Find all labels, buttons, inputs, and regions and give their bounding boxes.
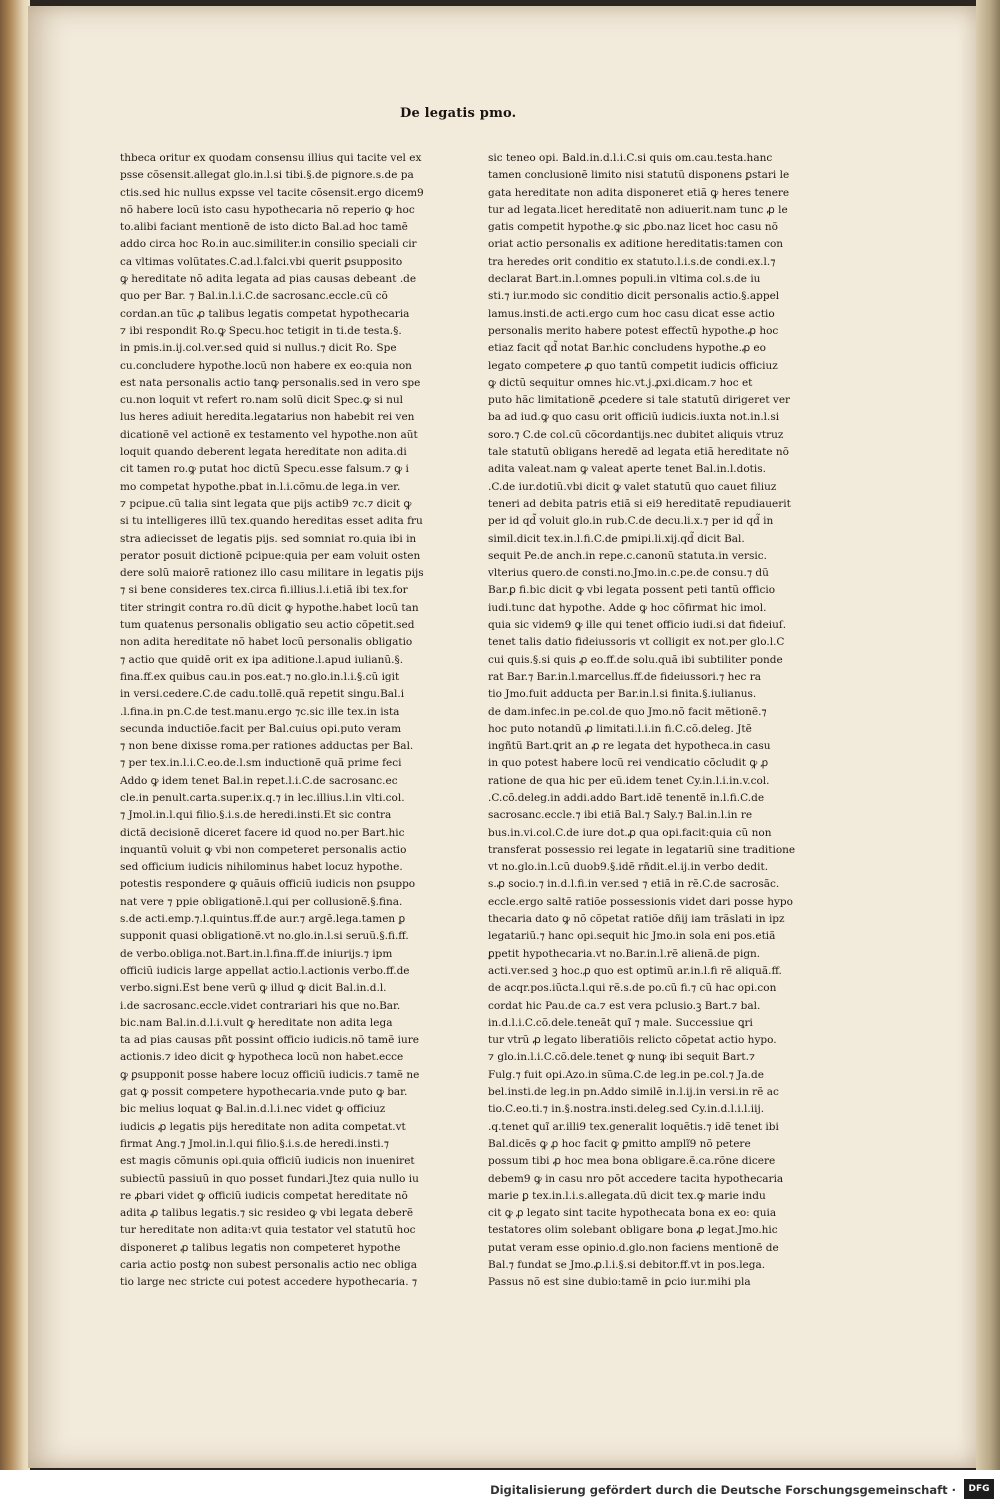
text-line: vt no.glo.in.l.cũ duob9.§.idẽ rñdit.el.ij.in verbo dedit. — [488, 861, 769, 874]
text-line: ꝑpetit hypothecaria.vt no.Bar.in.l.rẽ alienã.de pign. — [488, 947, 761, 960]
text-line: in.d.l.i.C.cõ.dele.teneãt ꝗuĩ ⁊ male. Successiue ꝗri — [488, 1016, 753, 1029]
funding-credit: Digitalisierung gefördert durch die Deutsche Forschungsgemeinschaft · — [490, 1483, 956, 1497]
text-line: sic teneo opi. Bald.in.d.l.i.C.si quis om.cau.testa.hanc — [488, 152, 773, 164]
text-line: gata hereditate non adita disponeret etiã ꝙ heres tenere — [488, 186, 790, 199]
text-line: caria actio postꝙ non subest personalis actio nec obliga — [120, 1259, 418, 1271]
text-line: tum quatenus personalis obligatio seu actio cõpetit.sed — [120, 619, 415, 632]
text-line: perator posuit dictionẽ pcipue:quia per eam voluit osten — [120, 549, 421, 562]
text-line: teneri ad debita patris etiã si ei9 hereditatẽ repudiauerit — [488, 497, 791, 510]
text-line: tale statutũ obligans heredẽ ad legata etiã hereditate nõ — [488, 446, 789, 459]
text-line: legatariũ.⁊ hanc opi.sequit hic Jmo.in sola eni pos.etiã — [488, 930, 776, 943]
text-line: ⁊ actio que quidẽ orit ex ipa aditione.l.apud iulianũ.§. — [120, 653, 404, 666]
text-line: iudicis ꝓ legatis pijs hereditate non adita competat.vt — [120, 1120, 406, 1133]
text-line: est nata personalis actio tanꝙ personalis.sed in vero spe — [120, 376, 421, 389]
text-line: .C.cõ.deleg.in addi.addo Bart.idẽ tenentẽ in.l.fi.C.de — [488, 791, 765, 804]
text-line: ⁊ pcipue.cũ talia sint legata que pijs actib9 ⁊c.⁊ dicit ꝙ — [120, 497, 412, 510]
text-line: potestis respondere ꝙ quãuis officiũ iudicis non ꝑsuppo — [120, 878, 416, 891]
text-line: ⁊ ibi respondit Ro.ꝙ Specu.hoc tetigit in ti.de testa.§. — [120, 324, 402, 337]
text-line: cordat hic Pau.de ca.⁊ est vera pclusio.ꝫ Bart.⁊ bal. — [488, 999, 761, 1012]
text-line: est magis cõmunis opi.quia officiũ iudicis non inueniret — [120, 1155, 415, 1168]
text-line: in versi.cedere.C.de cadu.tollẽ.quã repetit singu.Bal.i — [120, 688, 405, 701]
text-line: cle.in penult.carta.super.ix.q.⁊ in lec.illius.l.in vlti.col. — [120, 791, 405, 804]
text-line: de acqr.pos.iũcta.l.qui rẽ.s.de po.cũ fi.⁊ cũ hac opi.con — [488, 982, 777, 995]
text-line: bic.nam Bal.in.d.l.i.vult ꝙ hereditate non adita lega — [120, 1016, 393, 1029]
text-line: ba ad iud.ꝙ quo casu orit officiũ iudicis.iuxta not.in.l.si — [488, 411, 780, 424]
text-line: Bal.dicẽs ꝙ ꝓ hoc facit ꝙ ꝑmitto amplĩ9 nõ petere — [488, 1137, 751, 1150]
text-line: adita valeat.nam ꝙ valeat aperte tenet Bal.in.l.dotis. — [488, 463, 766, 476]
text-line: lus heres adiuit heredita.legatarius non habebit rei ven — [120, 411, 415, 424]
text-line: s.ꝓ socio.⁊ in.d.l.fi.in ver.sed ⁊ etiã in rẽ.C.de sacrosãc. — [488, 878, 780, 891]
text-line: thecaria dato ꝙ nõ cõpetat ratiõe dñij iam trãslati in ipz — [488, 913, 785, 926]
text-line: eccle.ergo saltẽ ratiõe possessionis videt dari posse hypo — [488, 895, 793, 908]
text-line: putat veram esse opinio.d.glo.non faciens mentionẽ de — [488, 1241, 779, 1254]
text-line: cit ꝙ ꝓ legato sint tacite hypothecata bona ex eo: quia — [488, 1207, 777, 1220]
text-line: de dam.infec.in pe.col.de quo Jmo.nõ facit mẽtionẽ.⁊ — [488, 705, 767, 718]
running-head: De legatis pmo. — [400, 106, 517, 121]
text-line: testatores olim solebant obligare bona ꝓ legat.Jmo.hic — [488, 1224, 778, 1237]
text-line: secunda inductiõe.facit per Bal.cuius opi.puto veram — [120, 722, 402, 735]
text-line: inquantũ voluit ꝙ vbi non competeret personalis actio — [120, 843, 407, 856]
text-line: i.de sacrosanc.eccle.videt contrariari his que no.Bar. — [120, 999, 401, 1012]
text-line: rat Bar.⁊ Bar.in.l.marcellus.ff.de fideiussori.⁊ hec ra — [488, 670, 762, 683]
text-line: vlterius quero.de consti.no.Jmo.in.c.pe.de consu.⁊ dũ — [488, 567, 769, 580]
text-line: tamen conclusionẽ limito nisi statutũ disponens ꝑstari le — [488, 169, 790, 182]
text-line: per id qd̃ voluit glo.in rub.C.de decu.li.x.⁊ per id qd̃ in — [488, 515, 774, 528]
text-line: addo circa hoc Ro.in auc.similiter.in consilio speciali cir — [120, 238, 417, 251]
text-line: nõ habere locũ isto casu hypothecaria nõ reperio ꝙ hoc — [120, 203, 415, 216]
text-line: lamus.insti.de acti.ergo cum hoc casu dicat esse actio — [488, 307, 775, 320]
text-line: ⁊ Jmol.in.l.qui filio.§.i.s.de heredi.insti.Et sic contra — [120, 809, 392, 822]
text-line: in pmis.in.ij.col.ver.sed quid si nullus.⁊ dicit Ro. Spe — [120, 342, 397, 355]
text-line: .l.fina.in pn.C.de test.manu.ergo ⁊c.sic ille tex.in ista — [120, 705, 400, 718]
text-line: oriat actio personalis ex aditione hereditatis:tamen con — [488, 238, 784, 251]
text-line: cu.non loquit vt refert ro.nam solũ dicit Spec.ꝙ si nul — [120, 394, 404, 407]
text-line: dere solũ maiorẽ rationez illo casu militare in legatis pijs — [120, 567, 424, 580]
text-line: tio Jmo.fuit adducta per Bar.in.l.si finita.§.iulianus. — [488, 688, 757, 701]
text-line: ⁊ per tex.in.l.i.C.eo.de.l.sm inductionẽ quã prime feci — [120, 757, 402, 770]
text-line: re ꝓbari videt ꝙ officiũ iudicis competat hereditate nõ — [120, 1189, 408, 1202]
text-line: ca vltimas volũtates.C.ad.l.falci.vbi querit ꝑsupposito — [120, 255, 403, 268]
text-line: bel.insti.de leg.in pn.Addo similẽ in.l.ij.in versi.in rẽ ac — [488, 1086, 779, 1099]
text-line: dictã decisionẽ diceret facere id quod no.per Bart.hic — [120, 826, 405, 839]
text-line: loquit quando deberent legata hereditate non adita.di — [120, 446, 407, 459]
text-line: legato competere ꝓ quo tantũ competit iudicis officiuz — [488, 359, 778, 372]
text-line: ctis.sed hic nullus expsse vel tacite cõsensit.ergo dicem9 — [120, 186, 424, 199]
text-line: simil.dicit tex.in.l.fi.C.de ꝑmipi.li.xij.qd̃ dicit Bal. — [488, 532, 745, 545]
text-line: disponeret ꝓ talibus legatis non competeret hypothe — [120, 1241, 401, 1254]
text-line: ⁊ si bene consideres tex.circa fi.illius.l.i.etiã ibi tex.for — [120, 584, 408, 597]
text-line: cit tamen ro.ꝙ putat hoc dictũ Specu.esse falsum.⁊ ꝙ i — [120, 463, 409, 476]
text-line: quo per Bar. ⁊ Bal.in.l.i.C.de sacrosanc.eccle.cũ cõ — [120, 290, 388, 303]
text-line: stra adiecisset de legatis pijs. sed somniat ro.quia ibi in — [120, 532, 417, 545]
right-text-column — [488, 150, 838, 1292]
text-line: Fulg.⁊ fuit opi.Azo.in sũma.C.de leg.in pe.col.⁊ Ja.de — [488, 1068, 764, 1081]
left-text-column — [120, 150, 460, 1292]
text-line: supponit quasi obligationẽ.vt no.glo.in.l.si seruũ.§.fi.ff. — [120, 930, 409, 943]
text-line: ratione de qua hic per eũ.idem tenet Cy.in.l.i.in.v.col. — [488, 774, 770, 787]
text-line: tur ad legata.licet hereditatẽ non adiuerit.nam tunc ꝓ le — [488, 203, 788, 216]
text-line: iudi.tunc dat hypothe. Adde ꝙ hoc cõfirmat hic imol. — [488, 601, 767, 614]
text-line: sacrosanc.eccle.⁊ ibi etiã Bal.⁊ Saly.⁊ Bal.in.l.in re — [488, 809, 753, 822]
text-line: tenet talis datio fideiussoris vt colligit ex not.per glo.l.C — [488, 636, 785, 649]
text-line: ta ad pias causas pñt possint officio iudicis.nõ tamẽ iure — [120, 1034, 419, 1047]
book-binding — [0, 0, 30, 1470]
text-line: bic melius loquat ꝙ Bal.in.d.l.i.nec videt ꝙ officiuz — [120, 1103, 386, 1116]
text-line: thbeca oritur ex quodam consensu illius qui tacite vel ex — [120, 152, 422, 164]
dfg-logo: DFG — [964, 1479, 994, 1499]
text-line: ingñtũ Bart.ꝗrit an ꝓ re legata det hypotheca.in casu — [488, 740, 771, 753]
text-line: officiũ iudicis large appellat actio.l.actionis verbo.ff.de — [120, 964, 410, 977]
text-line: tio.C.eo.ti.⁊ in.§.nostra.insti.deleg.sed Cy.in.d.l.i.l.iij. — [488, 1103, 765, 1116]
text-line: tur hereditate non adita:vt quia testator vel statutũ hoc — [120, 1224, 416, 1237]
text-line: personalis merito habere potest effectũ hypothe.ꝓ hoc — [488, 324, 779, 337]
text-line: marie ꝑ tex.in.l.i.s.allegata.dũ dicit tex.ꝙ marie indu — [488, 1189, 766, 1202]
text-line: si tu intelligeres illũ tex.quando hereditas esset adita fru — [120, 515, 423, 528]
text-line: cui quis.§.si quis ꝓ eo.ff.de solu.quã ibi subtiliter ponde — [488, 653, 783, 666]
text-line: to.alibi faciant mentionẽ de isto dicto Bal.ad hoc tamẽ — [120, 221, 408, 234]
text-line: psse cõsensit.allegat glo.in.l.si tibi.§.de pignore.s.de pa — [120, 169, 414, 182]
text-line: gat ꝙ possit competere hypothecaria.vnde puto ꝙ bar. — [120, 1086, 408, 1099]
text-line: sed officium iudicis nihilominus habet locuz hypothe. — [120, 861, 403, 874]
text-line: quia sic videm9 ꝙ ille qui tenet officio iudi.si dat fideiuſ. — [488, 619, 787, 632]
text-line: non adita hereditate nõ habet locũ personalis obligatio — [120, 636, 413, 649]
text-line: in quo potest habere locũ rei vendicatio cõcludit ꝙ ꝓ — [488, 757, 769, 770]
text-line: adita ꝓ talibus legatis.⁊ sic resideo ꝙ vbi legata deberẽ — [120, 1207, 414, 1220]
text-line: etiaz facit qd̃ notat Bar.hic concludens hypothe.ꝓ eo — [488, 342, 766, 355]
text-line: titer stringit contra ro.dũ dicit ꝙ hypothe.habet locũ tan — [120, 601, 419, 614]
text-line: Passus nõ est sine dubio:tamẽ in ꝑcio iur.mihi pla — [488, 1276, 751, 1289]
text-line: cordan.an tũc ꝓ talibus legatis competat hypothecaria — [120, 307, 410, 320]
text-line: sti.⁊ iur.modo sic conditio dicit personalis actio.§.appel — [488, 290, 780, 303]
text-line: verbo.signi.Est bene verũ ꝙ illud ꝙ dicit Bal.in.d.l. — [120, 982, 387, 995]
text-line: .C.de iur.dotiũ.vbi dicit ꝙ valet statutũ quo cauet filiuz — [488, 480, 777, 493]
text-line: sequit Pe.de anch.in repe.c.canonũ statuta.in versic. — [488, 549, 767, 562]
text-line: tur vtrũ ꝓ legato liberatiõis relicto cõpetat actio hypo. — [488, 1034, 777, 1047]
text-line: .q.tenet ꝗuĩ ar.illi9 tex.generalit loquẽtis.⁊ idẽ tenet ibi — [488, 1120, 779, 1133]
text-line: puto hãc limitationẽ ꝓcedere si tale statutũ dirigeret ver — [488, 394, 791, 407]
text-line: cu.concludere hypothe.locũ non habere ex eo:quia non — [120, 359, 412, 372]
text-line: firmat Ang.⁊ Jmol.in.l.qui filio.§.i.s.de heredi.insti.⁊ — [120, 1137, 390, 1150]
text-line: declarat Bart.in.l.omnes populi.in vltima col.s.de iu — [488, 273, 761, 286]
text-line: soro.⁊ C.de col.cũ cõcordantijs.nec dubitet aliquis vtruz — [488, 428, 784, 441]
text-line: s.de acti.emp.⁊.l.quintus.ff.de aur.⁊ argẽ.lega.tamen ꝑ — [120, 913, 406, 926]
text-line: ꝙ hereditate nõ adita legata ad pias causas debeant .de — [120, 273, 417, 286]
text-line: dicationẽ vel actionẽ ex testamento vel hypothe.non aũt — [120, 428, 418, 441]
text-line: transferat possessio rei legate in legatariũ sine traditione — [488, 843, 796, 856]
page-edge — [976, 0, 1000, 1470]
text-line: mo competat hypothe.pbat in.l.i.cõmu.de lega.in ver. — [120, 480, 401, 493]
text-line: ꝙ ꝑsupponit posse habere locuz officiũ iudicis.⁊ tamẽ ne — [120, 1068, 420, 1081]
text-line: Bar.ꝑ fi.bic dicit ꝙ vbi legata possent peti tantũ officio — [488, 584, 776, 597]
text-line: Addo ꝙ idem tenet Bal.in repet.l.i.C.de sacrosanc.ec — [120, 774, 398, 787]
text-line: nat vere ⁊ ppie obligationẽ.l.qui per collusionẽ.§.fina. — [120, 895, 403, 908]
text-line: subiectũ passiuũ in quo posset fundari.Jtez quia nullo iu — [120, 1172, 419, 1185]
text-line: tra heredes orit conditio ex statuto.l.i.s.de condi.ex.l.⁊ — [488, 255, 776, 268]
text-line: acti.ver.sed ꝫ hoc.ꝓ quo est optimũ ar.in.l.fi rẽ aliquã.ff. — [488, 964, 782, 977]
text-line: gatis competit hypothe.ꝙ sic ꝓbo.naz licet hoc casu nõ — [488, 221, 778, 234]
text-line: ⁊ glo.in.l.i.C.cõ.dele.tenet ꝙ nunꝙ ibi sequit Bart.⁊ — [488, 1051, 755, 1064]
text-line: actionis.⁊ ideo dicit ꝙ hypotheca locũ non habet.ecce — [120, 1051, 404, 1064]
text-line: fina.ff.ex quibus cau.in pos.eat.⁊ no.glo.in.l.i.§.cũ igit — [120, 670, 400, 683]
text-line: debem9 ꝙ in casu nro põt accedere tacita hypothecaria — [488, 1172, 784, 1185]
text-line: tio large nec stricte cui potest accedere hypothecaria. ⁊ — [120, 1276, 418, 1289]
text-line: ꝙ dictũ sequitur omnes hic.vt.j.ꝓxi.dicam.⁊ hoc et — [488, 376, 753, 389]
text-line: de verbo.obliga.not.Bart.in.l.fina.ff.de iniurijs.⁊ ipm — [120, 947, 393, 960]
text-line: hoc puto notandũ ꝓ limitati.l.i.in fi.C.cõ.deleg. Jtẽ — [488, 722, 752, 735]
text-line: bus.in.vi.col.C.de iure dot.ꝓ qua opi.facit:quia cũ non — [488, 826, 772, 839]
text-line: Bal.⁊ fundat se Jmo.ꝓ.l.i.§.si debitor.ff.vt in pos.lega. — [488, 1259, 766, 1271]
text-line: possum tibi ꝓ hoc mea bona obligare.ẽ.ca.rõne dicere — [488, 1155, 776, 1168]
text-line: ⁊ non bene dixisse roma.per rationes adductas per Bal. — [120, 740, 414, 753]
